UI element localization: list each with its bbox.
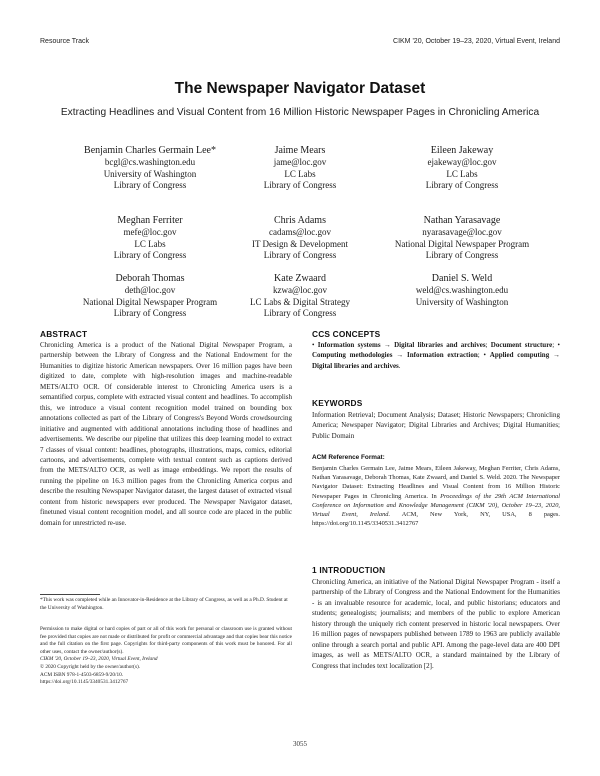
author-affiliation: National Digital Newspaper Program [394,238,530,249]
author-affiliation: Library of Congress [425,180,499,191]
conference-line: CIKM '20, October 19–23, 2020, Virtual Event, Ireland [40,656,158,663]
acm-reference-tail: ACM, New York, NY, USA, 8 pages. https://doi.org/10.1145/3340531.3412767 [312,511,560,528]
ccs-bullet: • [557,341,560,349]
author-name: Chris Adams [274,215,326,226]
page-number: 3055 [293,740,307,748]
author-name: Benjamin Charles Germain Lee* [84,145,216,156]
acm-reference-text [312,464,560,528]
author-email: bcgl@cs.washington.edu [104,157,196,167]
copyright-line: © 2020 Copyright held by the owner/author(s). [40,663,141,670]
author-email: deth@loc.gov [124,285,176,295]
keywords-text: Information Retrieval; Document Analysis; Dataset; Historic Newspapers; Chronicling America; Newspaper Navigator; Digital Libraries and Archives; Digital Humanities; Public Domain [312,411,560,440]
author-affiliation: Library of Congress [113,308,187,319]
author-block [372,145,552,192]
author-affiliation: Library of Congress [113,180,187,191]
paper-subtitle: Extracting Headlines and Visual Content from 16 Million Historic Newspaper Pages in Chronicling America [60,107,540,118]
author-affiliation: Library of Congress [113,250,187,261]
author-name: Eileen Jakeway [430,145,494,156]
abstract-text: Chronicling America is a product of the National Digital Newspaper Program, a partnership between the Library of Congress and the National Endowment for the Humanities to digitize historic American newspapers. Over 16 million pages have been digitized to date, complete with high-resolution images and machine-readable METS/ALTO OCR. Of considerable interest to Chronicling America users is a semantified corpus, complete with extracted visual content and headlines. To accomplish this, we introduce a visual content recognition model trained on bounding box annotations collected as part of the Library of Congress's Beyond Words crowdsourcing initiative and augmented with additional annotations including those of headlines and advertisements. We describe our pipeline that utilizes this deep learning model to extract 7 classes of visual content: headlines, photographs, illustrations, maps, comics, editorial cartoons, and advertisements, complete with textual content such as captions derived from the METS/ALTO OCR, as well as image embeddings. We report the results of running the pipeline on 16.3 million pages from the Chronicling America corpus and describe the resulting Newspaper Navigator dataset, the largest dataset of extracted visual content from historic newspapers ever produced. The Newspaper Navigator dataset, finetuned visual content recognition model, and all source code are placed in the public domain for unrestricted re-use. [40,341,292,527]
running-header-venue: CIKM '20, October 19–23, 2020, Virtual Event, Ireland [393,38,560,45]
author-name: Kate Zwaard [274,273,326,284]
footnote: *This work was completed while an Innovator-in-Residence at the Library of Congress, as well as a Ph.D. Student at the University of Washington. [40,597,288,611]
author-affiliation: University of Washington [103,168,197,179]
doi-line[interactable]: https://doi.org/10.1145/3340531.3412767 [40,679,129,686]
author-email: ejakeway@loc.gov [427,157,497,167]
running-header-track: Resource Track [40,38,90,45]
author-affiliation: LC Labs [446,168,478,179]
ccs-concept: Information systems → Digital libraries and archives [317,341,486,349]
acm-reference-venue: Proceedings of the 29th ACM International Conference on Information and Knowledge Management (CIKM '20), October 19–23, 2020, Virtual Event, Ireland. [312,492,561,519]
ccs-concepts [312,340,560,371]
keywords-heading: KEYWORDS [312,398,363,408]
author-affiliation: LC Labs [134,238,166,249]
acm-reference-authors: Benjamin Charles Germain Lee, Jaime Mears, Eileen Jakeway, Meghan Ferriter, Chris Adams, Nathan Yarasavage, Deborah Thomas, Kate Zwaard, and Daniel S. Weld. 2020. The Newspaper Navigator Dataset: Extracting Headlines and Visual Content from 16 Million Historic Newspaper Pages in Chronicling America. In [312,465,560,500]
ccs-heading: CCS CONCEPTS [312,329,381,339]
ccs-separator: ; [552,341,558,349]
author-block [210,145,390,192]
acm-reference-heading: ACM Reference Format: [312,454,385,461]
isbn-line: ACM ISBN 978-1-4503-6859-9/20/10. [40,671,124,678]
paper-title: The Newspaper Navigator Dataset [174,80,426,97]
footnote-divider [40,594,100,595]
author-affiliation: University of Washington [415,296,509,307]
author-affiliation: Library of Congress [263,180,337,191]
author-name: Daniel S. Weld [431,273,493,284]
author-email: kzwa@loc.gov [272,285,328,295]
author-affiliation: Library of Congress [263,308,337,319]
ccs-bullet: • [483,351,490,360]
author-email: mefe@loc.gov [123,227,177,237]
permission-notice: Permission to make digital or hard copies of part or all of this work for personal or classroom use is granted without fee provided that copies are not made or distributed for profit or commercial advantage and that copies bear this notice and the full citation on the first page. Copyrights for third-party components of this work must be honored. For all other uses, contact the owner/author(s). [40,626,292,655]
author-block [372,215,552,262]
abstract-heading: ABSTRACT [40,329,88,339]
author-affiliation: LC Labs [284,168,316,179]
ccs-separator: ; [485,341,491,349]
ccs-concept: Applied computing → Digital libraries and archives [312,351,561,370]
author-affiliation: LC Labs & Digital Strategy [250,296,350,307]
author-email: nyarasavage@loc.gov [422,227,502,237]
author-name: Meghan Ferriter [117,215,183,226]
author-affiliation: National Digital Newspaper Program [82,296,218,307]
author-name: Nathan Yarasavage [423,215,501,226]
author-email: cadams@loc.gov [268,227,332,237]
author-name: Deborah Thomas [115,273,185,284]
ccs-bullet: • [312,341,318,349]
ccs-separator: ; [477,351,484,360]
introduction-text: Chronicling America, an initiative of the National Digital Newspaper Program - itself a partnership of the Library of Congress and the National Endowment for the Humanities - is an invaluable resource for academic, local, and public historians; educators and students; genealogists; journalists; and members of the public to explore American history through the uniquely rich content preserved in historic local newspapers. Over 16 million pages of newspapers published between 1789 to 1963 are publicly available online through a search portal and public API. Among the page-level data are 400 DPI images, as well as METS/ALTO OCR, a standard maintained by the Library of Congress that includes text localization [2]. [312,578,560,670]
ccs-concept: Computing methodologies → Information extraction [312,351,478,360]
author-name: Jaime Mears [274,145,326,156]
author-block [210,273,390,320]
introduction-heading: 1 INTRODUCTION [312,565,386,575]
author-affiliation: IT Design & Development [251,238,349,249]
author-block [372,273,552,308]
ccs-concept: Document structure [490,341,553,349]
author-affiliation: Library of Congress [263,250,337,261]
author-email: jame@loc.gov [273,157,327,167]
author-affiliation: Library of Congress [425,250,499,261]
permission-block [40,626,292,687]
author-email: weld@cs.washington.edu [415,285,509,295]
ccs-separator: . [398,361,401,370]
author-block [210,215,390,262]
